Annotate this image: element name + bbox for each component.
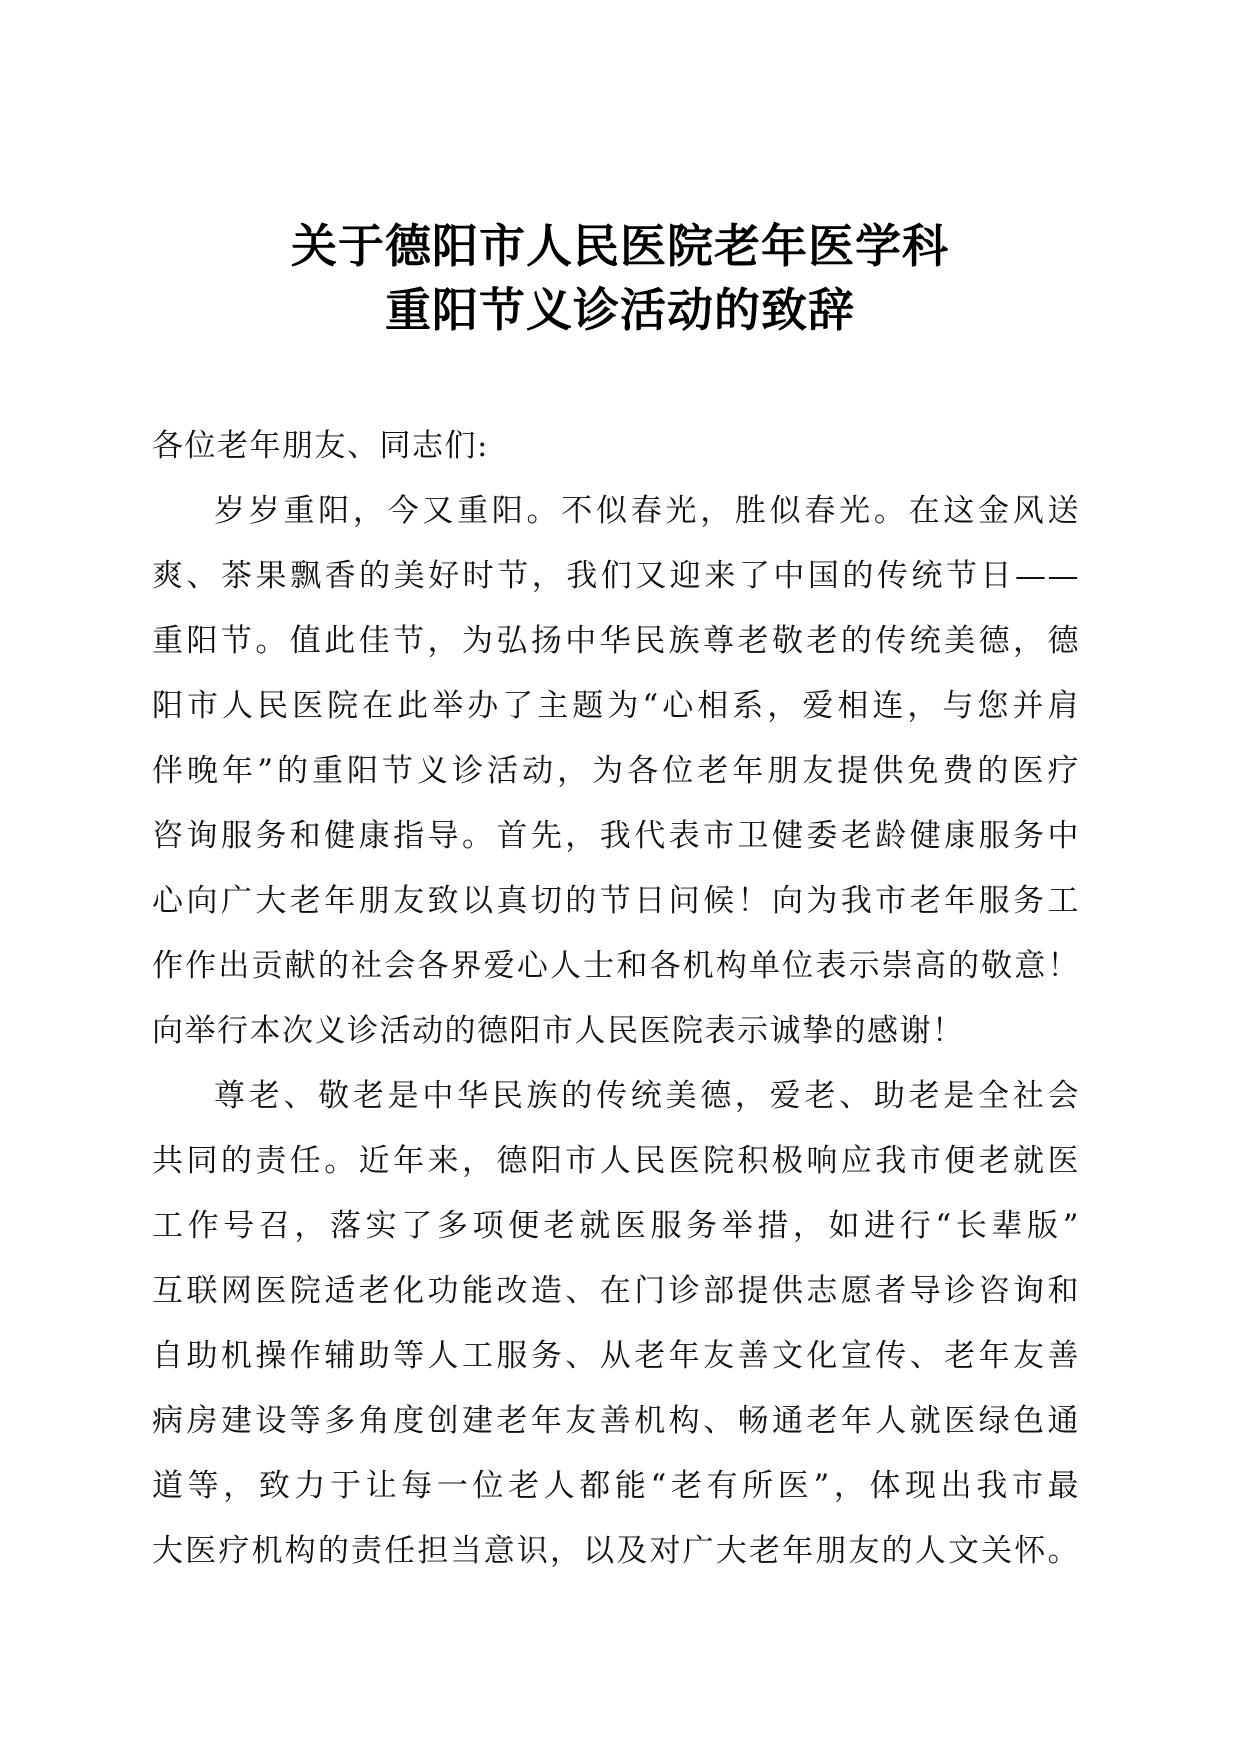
paragraph-line: 病房建设等多角度创建老年友善机构、畅通老年人就医绿色通 xyxy=(152,1403,1080,1439)
paragraph-line: 互联网医院适老化功能改造、在门诊部提供志愿者导诊咨询和 xyxy=(152,1273,1080,1309)
paragraph-1 xyxy=(152,479,1080,1064)
document-body xyxy=(152,414,1080,1584)
document-title xyxy=(0,214,1240,342)
paragraph-line: 大医疗机构的责任担当意识，以及对广大老年朋友的人文关怀。 xyxy=(152,1533,1080,1569)
paragraph-line: 伴晚年”的重阳节义诊活动，为各位老年朋友提供免费的医疗 xyxy=(152,753,1080,789)
paragraph-line: 爽、茶果飘香的美好时节，我们又迎来了中国的传统节日—— xyxy=(152,558,1080,594)
paragraph-line: 重阳节。值此佳节，为弘扬中华民族尊老敬老的传统美德，德 xyxy=(152,623,1080,659)
paragraph-line: 岁岁重阳，今又重阳。不似春光，胜似春光。在这金风送 xyxy=(214,493,1080,529)
title-line-2: 重阳节义诊活动的致辞 xyxy=(385,283,855,337)
paragraph-line: 工作号召，落实了多项便老就医服务举措，如进行“长辈版” xyxy=(152,1208,1080,1244)
paragraph-line: 尊老、敬老是中华民族的传统美德，爱老、助老是全社会 xyxy=(214,1078,1080,1114)
paragraph-line: 共同的责任。近年来，德阳市人民医院积极响应我市便老就医 xyxy=(152,1143,1080,1179)
paragraph-line: 咨询服务和健康指导。首先，我代表市卫健委老龄健康服务中 xyxy=(152,818,1080,854)
title-line-1: 关于德阳市人民医院老年医学科 xyxy=(291,219,949,273)
paragraph-line: 向举行本次义诊活动的德阳市人民医院表示诚挚的感谢！ xyxy=(152,1013,965,1049)
salutation: 各位老年朋友、同志们: xyxy=(152,428,489,464)
paragraph-line: 作作出贡献的社会各界爱心人士和各机构单位表示崇高的敬意！ xyxy=(152,948,1080,984)
paragraph-line: 阳市人民医院在此举办了主题为“心相系，爱相连，与您并肩 xyxy=(152,688,1080,724)
paragraph-line: 心向广大老年朋友致以真切的节日问候！向为我市老年服务工 xyxy=(152,883,1080,919)
paragraph-2 xyxy=(152,1064,1080,1584)
paragraph-line: 道等，致力于让每一位老人都能“老有所医”，体现出我市最 xyxy=(152,1468,1080,1504)
paragraph-line: 自助机操作辅助等人工服务、从老年友善文化宣传、老年友善 xyxy=(152,1338,1080,1374)
